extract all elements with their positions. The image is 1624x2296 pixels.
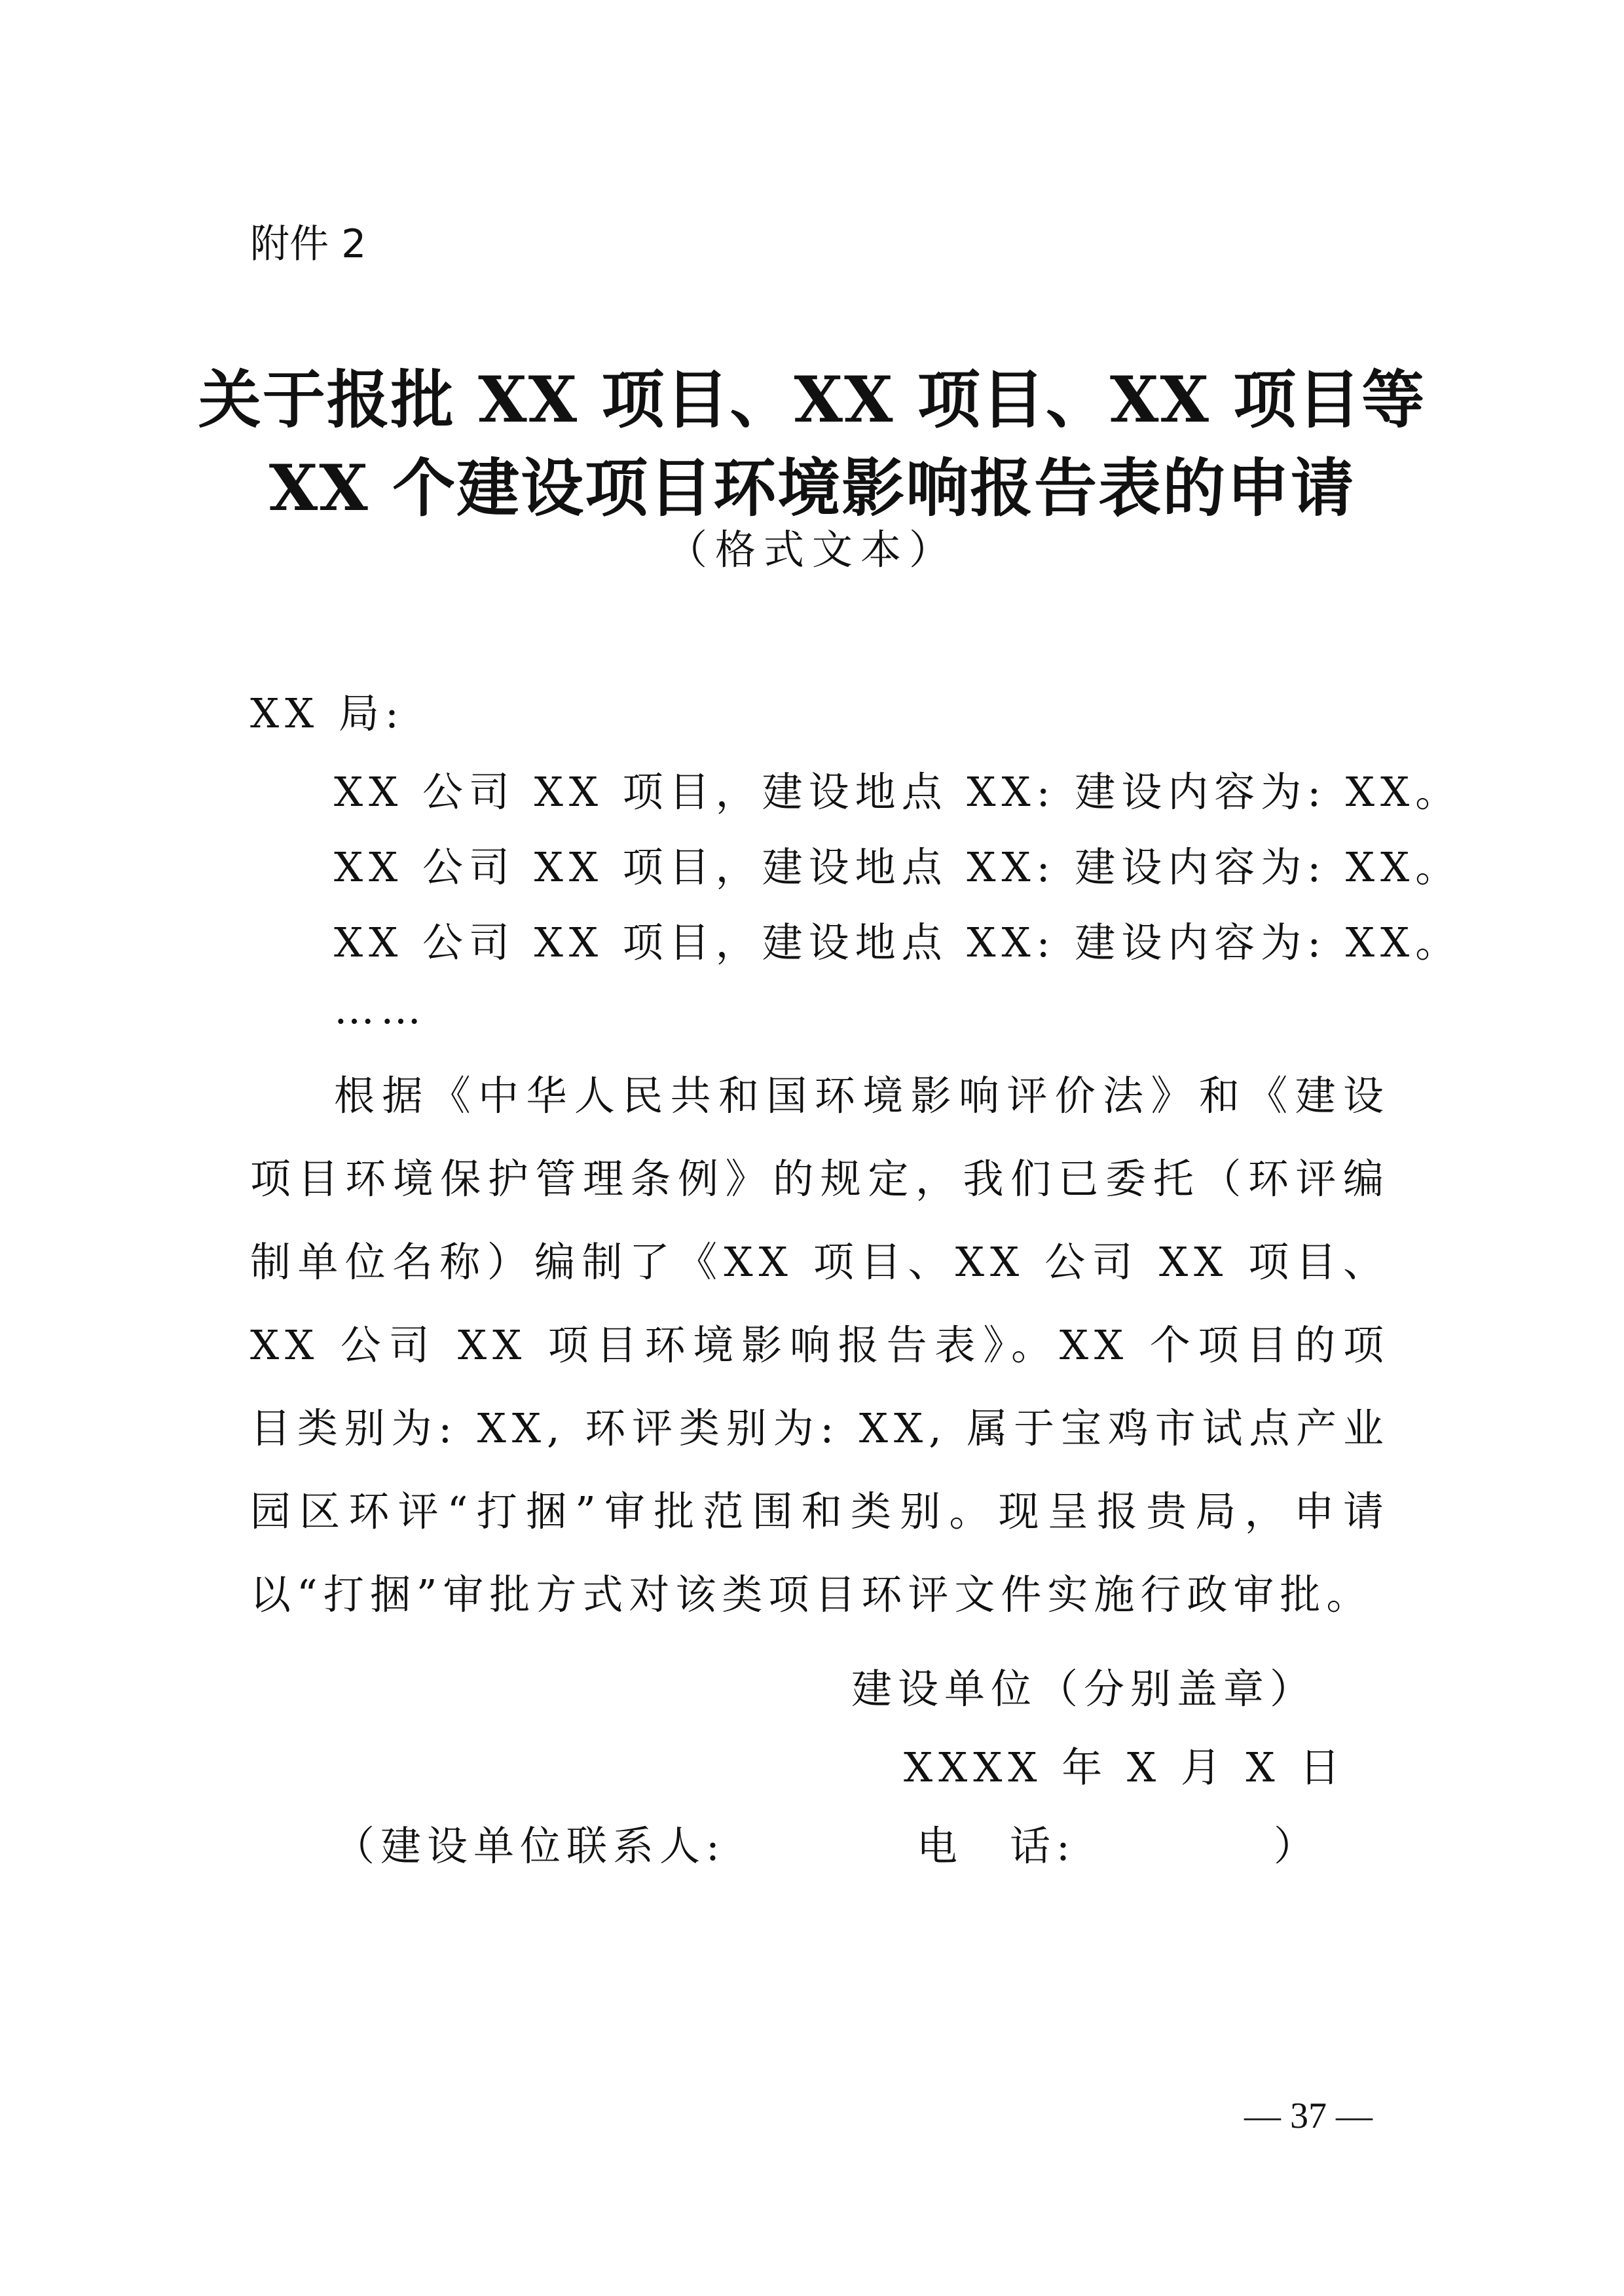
attachment-label: 附件 2 — [250, 221, 367, 267]
page-number: — 37 — — [1244, 2096, 1373, 2136]
signature-organization: 建设单位（分别盖章） — [851, 1665, 1317, 1713]
contact-label: （建设单位联系人: — [334, 1822, 726, 1870]
main-paragraph: 根据《中华人民共和国环境影响评价法》和《建设项目环境保护管理条例》的规定，我们已委托（环评编制单位名称）编制了《XX 项目、XX 公司 XX 项目、XX 公司 XX 项目环境影响报告表》。XX 个项目的项目类别为: XX, 环评类别为: XX, 属于宝鸡市试点产业园区环评“打捆”审批范围和类别。现呈报贵局，申请以“打捆”审批方式对该类项目环评文件实施行政审批。 — [250, 1072, 1390, 1618]
salutation: XX 局: — [250, 689, 405, 737]
project-item: XX 公司 XX 项目，建设地点 XX: 建设内容为: XX。 — [334, 843, 1462, 891]
project-item: XX 公司 XX 项目，建设地点 XX: 建设内容为: XX。 — [334, 768, 1462, 816]
document-title-line-1: 关于报批 XX 项目、XX 项目、XX 项目等 — [198, 363, 1426, 437]
signature-date: XXXX 年 X 月 X 日 — [904, 1743, 1346, 1791]
ellipsis: …… — [334, 985, 427, 1033]
document-subtitle: （格式文本） — [666, 526, 957, 574]
project-item: XX 公司 XX 项目，建设地点 XX: 建设内容为: XX。 — [334, 919, 1462, 966]
closing-parenthesis: ） — [1274, 1822, 1321, 1870]
document-title-line-2: XX 个建设项目环境影响报告表的申请 — [268, 451, 1356, 525]
phone-label: 电 话: — [917, 1822, 1076, 1870]
